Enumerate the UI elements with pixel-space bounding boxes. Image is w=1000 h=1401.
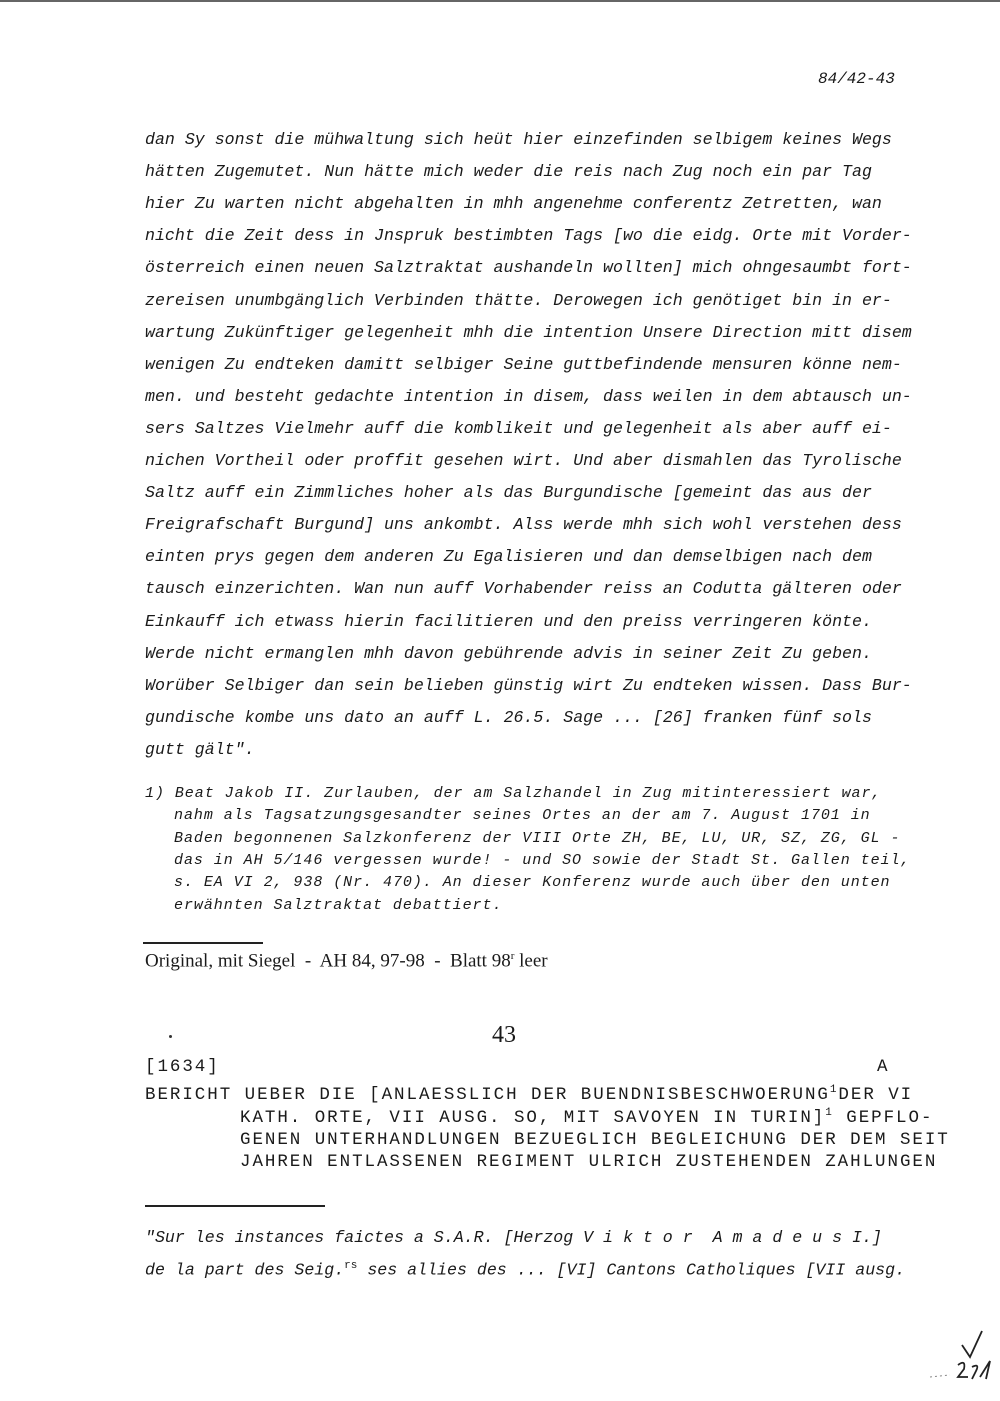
quote-line: "Sur les instances faictes a S.A.R. [Herzog V i k t o r A m a d e u s I.] (145, 1228, 882, 1247)
speck (169, 1035, 172, 1038)
footnote-line: das in AH 5/146 vergessen wurde! - und SO sowie der Stadt St. Gallen teil, (174, 851, 911, 869)
page-reference: 84/42-43 (818, 70, 895, 88)
document-date: [1634] (145, 1057, 220, 1077)
text-line: dan Sy sonst die mühwaltung sich heüt hier einzefinden selbigem keines Wegs (145, 130, 892, 149)
document-marker: A (877, 1057, 890, 1077)
text-line: Einkauff ich etwass hierin facilitieren und den preiss verringeren könte. (145, 611, 872, 631)
text-line: nichen Vortheil oder proffit gesehen wirt. Und aber dismahlen das Tyrolische (145, 451, 902, 470)
scan-border (0, 0, 1000, 2)
text-line: sers Saltzes Vielmehr auff die komblikeit und gelegenheit als aber auff ei- (145, 418, 892, 438)
separator-rule (143, 942, 263, 944)
footnote-line: 1) Beat Jakob II. Zurlauben, der am Salzhandel in Zug mitinteressiert war, (145, 785, 882, 802)
text-line: gundische kombe uns dato an auff L. 26.5. Sage ... [26] franken fünf sols (145, 707, 872, 727)
text-line: hätten Zugemutet. Nun hätte mich weder die reis nach Zug noch ein par Tag (145, 162, 872, 182)
heading-line: BERICHT UEBER DIE [ANLAESSLICH DER BUENDNISBESCHWOERUNG$^1$DER VI (145, 1084, 914, 1105)
handwritten-signature (900, 1325, 995, 1385)
text-line: wartung Zukünftiger gelegenheit mhh die intention Unsere Direction mitt disem (145, 322, 912, 342)
text-line: Freigrafschaft Burgund] uns ankombt. Alss werde mhh sich wohl verstehen dess (145, 515, 902, 535)
text-line: österreich einen neuen Salztraktat aushandeln wollten] mich ohngesaumbt fort- (145, 258, 912, 278)
text-line: gutt gält". (145, 739, 255, 759)
quote-line: de la part des Seig.$^{rs}$ ses allies des ... [VI] Cantons Catholiques [VII ausg. (145, 1260, 906, 1280)
heading-line: GENEN UNTERHANDLUNGEN BEZUEGLICH BEGLEICHUNG DER DEM SEIT (240, 1130, 950, 1150)
footnote-line: nahm als Tagsatzungsgesandter seines Ortes an der am 7. August 1701 in (174, 807, 871, 825)
text-line: wenigen Zu endteken damitt selbiger Seine guttbefindende mensuren könne nem- (145, 354, 902, 374)
text-line: Worüber Selbiger dan sein belieben günstig wirt Zu endteken wissen. Dass Bur- (145, 675, 912, 695)
text-line: Saltz auff ein Zimmliches hoher als das Burgundische [gemeint das aus der (145, 483, 872, 503)
text-line: tausch einzerichten. Wan nun auff Vorhabender reiss an Codutta gälteren oder (145, 579, 902, 599)
text-line: einten prys gegen dem anderen Zu Egalisieren und dan demselbigen nach dem (145, 547, 872, 567)
footnote-line: s. EA VI 2, 938 (Nr. 470). An dieser Konferenz wurde auch über den unten (174, 874, 891, 892)
separator-rule (145, 1205, 325, 1207)
text-line: Werde nicht ermanglen mhh davon gebührende advis in seiner Zeit Zu geben. (145, 643, 872, 663)
footnote-line: erwähnten Salztraktat debattiert. (174, 896, 503, 914)
text-line: zereisen unumbgänglich Verbinden thätte. Derowegen ich genötiget bin in er- (145, 290, 892, 310)
document-number: 43 (492, 1022, 516, 1048)
footnote-line: Baden begonnenen Salzkonferenz der VIII Orte ZH, BE, LU, UR, SZ, ZG, GL - (174, 829, 901, 847)
text-line: hier Zu warten nicht abgehalten in mhh angenehme conferentz Zetretten, wan (145, 194, 882, 214)
text-line: nicht die Zeit dess in Jnspruk bestimbten Tags [wo die eidg. Orte mit Vorder- (145, 226, 912, 246)
heading-line: KATH. ORTE, VII AUSG. SO, MIT SAVOYEN IN TURIN]$^1$ GEPFLO- (240, 1107, 934, 1128)
text-line: men. und besteht gedachte intention in disem, dass weilen in dem abtausch un- (145, 386, 912, 406)
heading-line: JAHREN ENTLASSENEN REGIMENT ULRICH ZUSTEHENDEN ZAHLUNGEN (240, 1152, 938, 1172)
source-note: Original, mit Siegel - AH 84, 97-98 - Blatt 98$^r$ leer (145, 950, 548, 972)
